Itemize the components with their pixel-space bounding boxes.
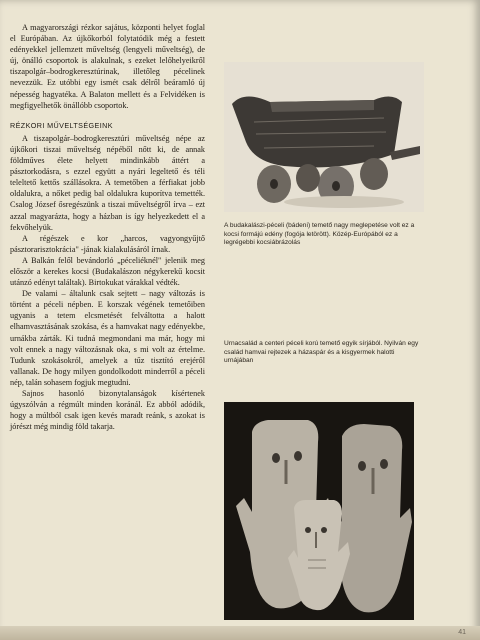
urns-caption: Urnacsalád a centeri péceli korú temető egyik sírjából. Nyilván egy család hamvai rejtezek a házaspár és a kisgyermek halotti urnájában [224,340,419,365]
paragraph-aristocracy: A régészek e kor „harcos, vagyongyűjtő pásztorarisztokrácia" -jának kialakulásáról írnak. [10,233,205,254]
paragraph-uncertainty: Sajnos hasonló bizonytalanságok kísértenek úgyszólván a régmúlt minden koránál. Ez abból adódik, hogy a múltból csak igen kevés maradt reánk, s azokat is jórészt még mindig föld takarja. [10,389,205,432]
paragraph-cremation: De valami – általunk csak sejtett – nagy változás is történt a péceli népben. E korszak végének temetőiben ugyanis a tetem elcsmetését felváltotta a halott elhamvasztásának szokása, és a hamvakat nagy edényekbe, urnákba zárták. Ki tudná megmondani ma már, hogy mi volt ennek a nagy változásnak oka, s mi volt az értelme. Tudunk szokásokról, amelyek a tűz tisztító erejéről vallanak. De hogy milyen gondolkodott minderről a péceli nép, talán sohasem fogjuk megtudni. [10,289,205,387]
paragraph-intro: A magyarországi rézkor sajátus, központi helyet foglal el Európában. Az újkőkorból folytatódik még a festett edényekkel jellemzett műveltség (lengyeli műveltség), de új, önálló csoportok is alakulnak, s ezeket lelőhelyeikről tiszapolgár–bodrogkeresztúrinak, illetőleg pécelinek nevezzük. Ez utóbbi egy ismét csak délről beáramló új népesség hagyatéka. A Balaton mellett és a Felvidéken is megfigyelhetők önállóbb csoportok. [10,23,205,110]
urn-family-photo [224,402,414,620]
next-page-bleed [0,626,480,640]
wagon-vessel-illustration [224,62,424,212]
text-column [10,22,205,432]
wagon-vessel-photo [224,62,424,212]
paragraph-wagon: A Balkán felől bevándorló „péceliéknél" jelenik meg először a kerekes kocsi (Budakalászon négykerekű kocsit utánzó edényt találtak). Birtokukat várakkal védték. [10,255,205,288]
figure-column [224,22,474,622]
page-number: 41 [458,629,466,636]
wagon-caption: A budakalászi-péceli (bádeni) temető nagy meglepetése volt ez a kocsi formájú edény (fogója letörött). Közép-Európából ez a legrégebbi kocsiábrázolás [224,222,415,247]
section-heading: RÉZKORI MŰVELTSÉGEINK [10,120,113,130]
urn-family-illustration [224,402,414,620]
paragraph-tiszapolgar: A tiszapolgár–bodrogkeresztúri műveltség népe az újkőkori tiszai műveltség népéből nőtt ki, de annak földműves élete helyett mindinkább áttért a pásztorkodásra, s ezzel együtt a nyári legeltető és téli teleltető kettős szállásokra. A temetőben a férfiakat jobb oldalukra, a nőket pedig bal oldalukra kuporítva temették. Csalog József ősregészünk a tiszai műveltségről írva – ezt azzal magyarázta, hogy a házban is így helyezkedett el a fekvőhelyük. [10,133,205,232]
